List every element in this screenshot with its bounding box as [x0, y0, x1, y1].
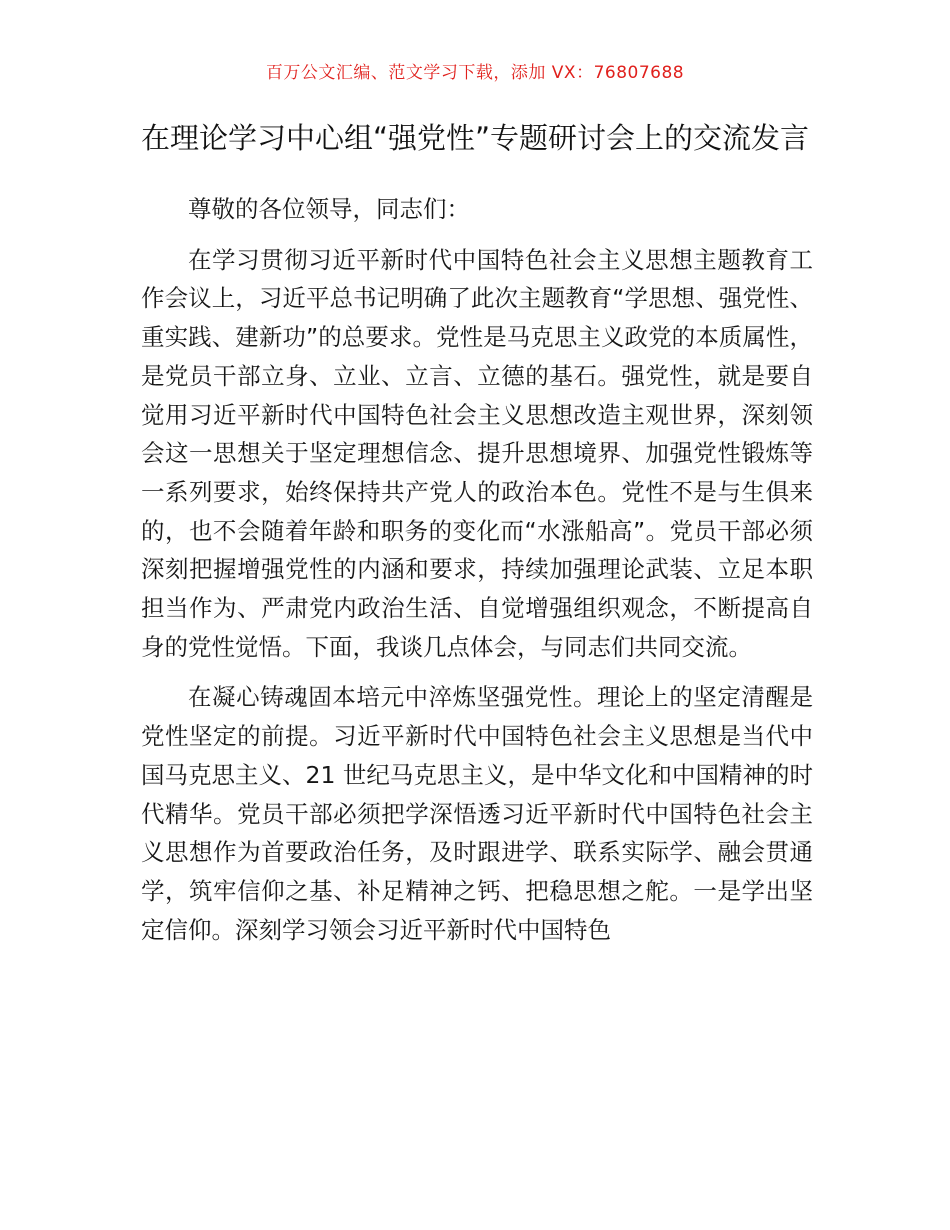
- greeting: 尊敬的各位领导，同志们：: [188, 195, 470, 223]
- paragraph-intro: 在学习贯彻习近平新时代中国特色社会主义思想主题教育工作会议上，习近平总书记明确了此次主题教育“学思想、强党性、重实践、建新功”的总要求。党性是马克思主义政党的本质属性，是党员干部立身、立业、立言、立德的基石。强党性，就是要自觉用习近平新时代中国特色社会主义思想改造主观世界，深刻领会这一思想关于坚定理想信念、提升思想境界、加强党性锻炼等一系列要求，始终保持共产党人的政治本色。党性不是与生俱来的，也不会随着年龄和职务的变化而“水涨船高”。党员干部必须深刻把握增强党性的内涵和要求，持续加强理论武装、立足本职担当作为、严肃党内政治生活、自觉增强组织观念，不断提高自身的党性觉悟。下面，我谈几点体会，与同志们共同交流。: [141, 245, 813, 661]
- document-body: [141, 190, 813, 961]
- paragraph-section-one: 在凝心铸魂固本培元中淬炼坚强党性。理论上的坚定清醒是党性坚定的前提。习近平新时代中国特色社会主义思想是当代中国马克思主义、21 世纪马克思主义，是中华文化和中国精神的时代精华。党员干部必须把学深悟透习近平新时代中国特色社会主义思想作为首要政治任务，及时跟进学、联系实际学、融会贯通学，筑牢信仰之基、补足精神之钙、把稳思想之舵。一是学出坚定信仰。深刻学习领会习近平新时代中国特色: [141, 683, 813, 944]
- header-note: 百万公文汇编、范文学习下载，添加 VX：76807688: [265, 63, 685, 83]
- document-title: 在理论学习中心组“强党性”专题研讨会上的交流发言: [140, 121, 810, 155]
